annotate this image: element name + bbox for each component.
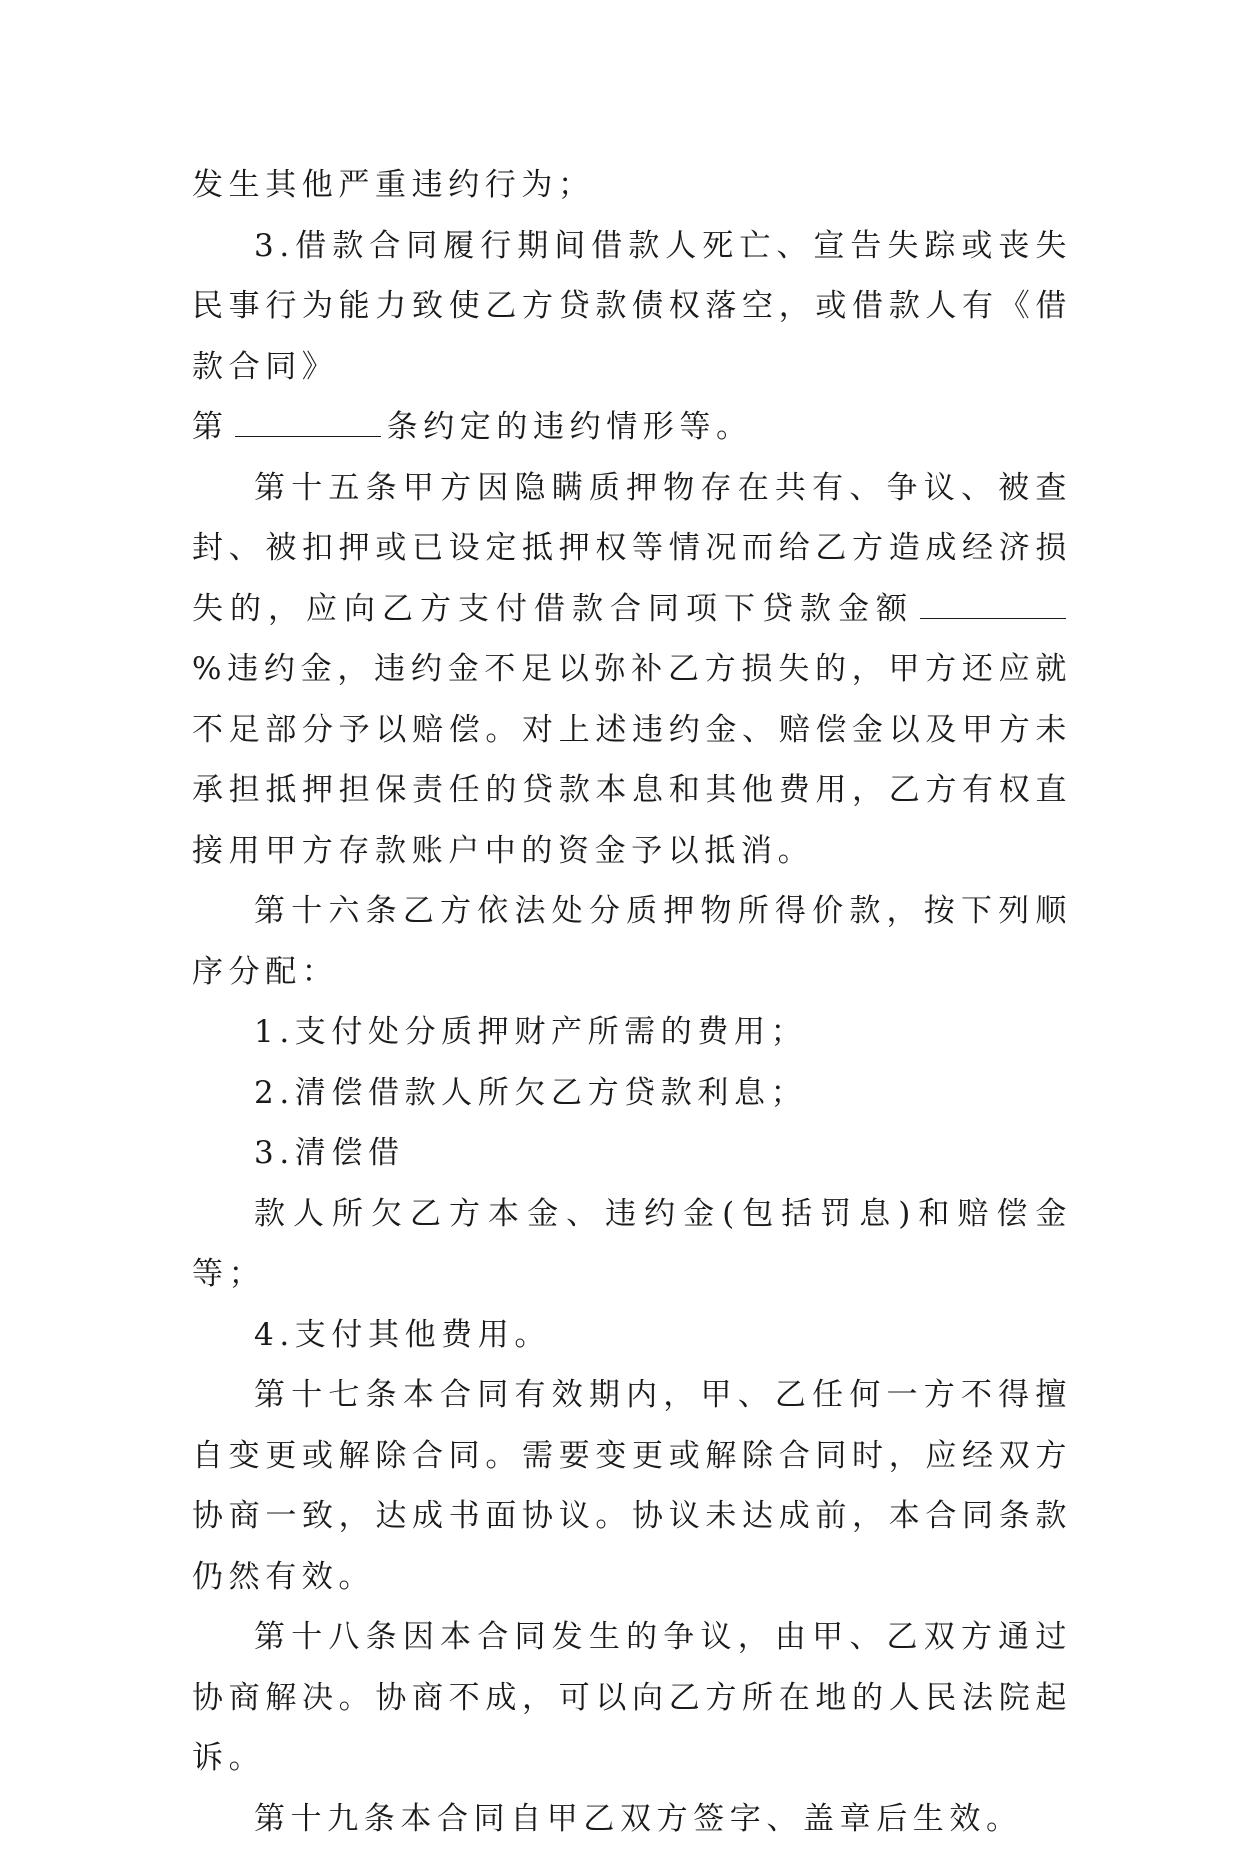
item-3-suffix: 条约定的违约情形等。 [387,409,753,445]
paragraph-order-4: 4.支付其他费用。 [192,1305,1072,1366]
paragraph-clause-continuation: 发生其他严重违约行为； [192,155,1072,216]
paragraph-article-15 [192,458,1072,882]
paragraph-order-3-start: 3.清偿借 [192,1123,1072,1184]
item-3-prefix: 第 [192,409,229,445]
item-3-text: 3.借款合同履行期间借款人死亡、宣告失踪或丧失民事行为能力致使乙方贷款债权落空，或借款人有《借款合同》 [192,228,1072,385]
article-15-text-end: %违约金，违约金不足以弥补乙方损失的，甲方还应就不足部分予以赔偿。对上述违约金、赔偿金以及甲方未承担抵押担保责任的贷款本息和其他费用，乙方有权直接用甲方存款账户中的资金予以抵消。 [192,651,1072,869]
paragraph-order-3-end: 款人所欠乙方本金、违约金(包括罚息)和赔偿金等； [192,1184,1072,1305]
clause-number-blank [235,402,381,437]
paragraph-article-17: 第十七条本合同有效期内，甲、乙任何一方不得擅自变更或解除合同。需要变更或解除合同时，应经双方协商一致，达成书面协议。协议未达成前，本合同条款仍然有效。 [192,1365,1072,1607]
paragraph-order-1: 1.支付处分质押财产所需的费用； [192,1002,1072,1063]
paragraph-article-18: 第十八条因本合同发生的争议，由甲、乙双方通过协商解决。协商不成，可以向乙方所在地的人民法院起诉。 [192,1607,1072,1789]
article-15-text-start: 第十五条甲方因隐瞒质押物存在共有、争议、被查封、被扣押或已设定抵押权等情况而给乙方造成经济损失的，应向乙方支付借款合同项下贷款金额 [192,470,1072,627]
document-page [192,155,1072,1849]
paragraph-article-19: 第十九条本合同自甲乙双方签字、盖章后生效。 [192,1789,1072,1849]
penalty-percent-blank [920,584,1066,619]
paragraph-article-16: 第十六条乙方依法处分质押物所得价款，按下列顺序分配： [192,881,1072,1002]
paragraph-order-2: 2.清偿借款人所欠乙方贷款利息； [192,1063,1072,1124]
paragraph-item-3 [192,216,1072,458]
